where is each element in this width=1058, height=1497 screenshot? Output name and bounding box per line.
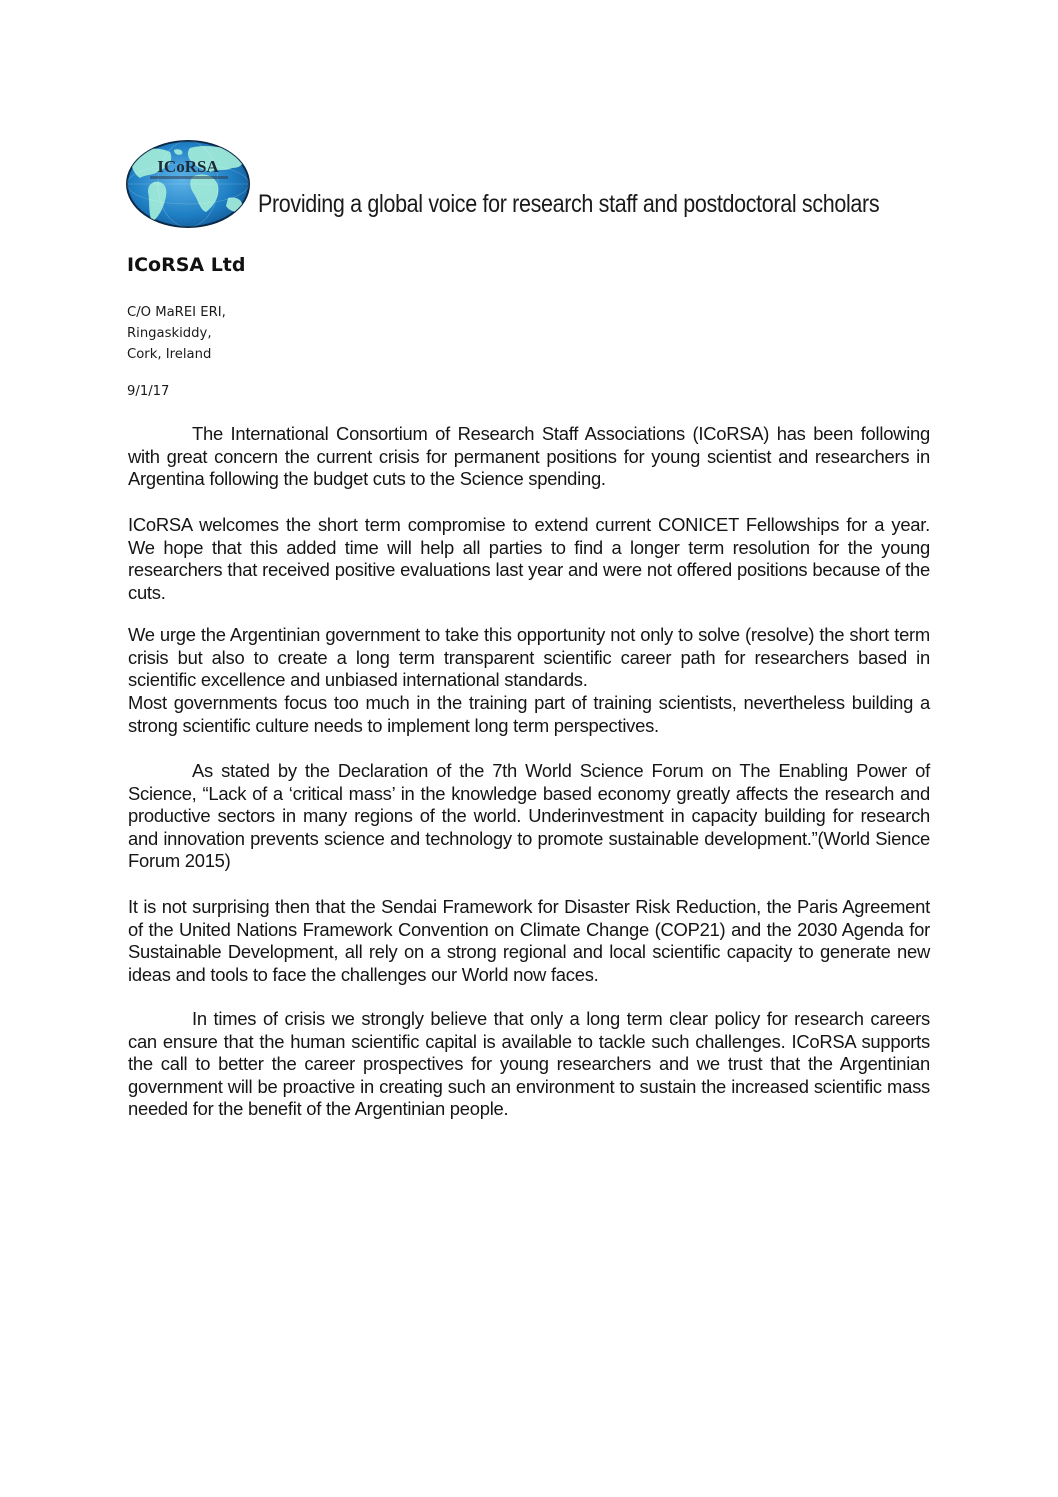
sender-address	[127, 302, 226, 365]
body-paragraph: It is not surprising then that the Sendai Framework for Disaster Risk Reduction, the Paris Agreement of the United Nations Framework Convention on Climate Change (COP21) and the 2030 Agenda for Sustainable Development, all rely on a strong regional and local scientific capacity to generate new ideas and tools to face the challenges our World now faces.	[128, 896, 930, 985]
address-line: C/O MaREI ERI,	[127, 305, 226, 320]
organization-name: ICoRSA Ltd	[127, 254, 246, 276]
letter-date: 9/1/17	[127, 384, 170, 399]
body-paragraph: In times of crisis we strongly believe that only a long term clear policy for research careers can ensure that the human scientific capital is available to tackle such challenges. ICoRSA supports the call to better the career prospectives for young researchers and we trust that the Argentinian government will be proactive in creating such an environment to sustain the increased scientific mass needed for the benefit of the Argentinian people.	[128, 1008, 930, 1120]
address-line: Cork, Ireland	[127, 347, 212, 362]
body-paragraph: As stated by the Declaration of the 7th World Science Forum on The Enabling Power of Science, “Lack of a ‘critical mass’ in the knowledge based economy greatly affects the research and productive sectors in many regions of the world. Underinvestment in capacity building for research and innovation prevents science and technology to promote sustainable development.”(World Sience Forum 2015)	[128, 760, 930, 872]
body-paragraph: Most governments focus too much in the training part of training scientists, nevertheless building a strong scientific culture needs to implement long term perspectives.	[128, 692, 930, 736]
globe-logo-icon	[124, 138, 252, 230]
body-paragraph: ICoRSA welcomes the short term compromise to extend current CONICET Fellowships for a year. We hope that this added time will help all parties to find a longer term resolution for the young researchers that received positive evaluations last year and were not offered positions because of the cuts.	[128, 514, 930, 603]
svg-text:ICoRSA: ICoRSA	[157, 157, 219, 176]
tagline: Providing a global voice for research staff and postdoctoral scholars	[258, 190, 880, 218]
body-paragraph: The International Consortium of Research Staff Associations (ICoRSA) has been following with great concern the current crisis for permanent positions for young scientist and researchers in Argentina following the budget cuts to the Science spending.	[128, 423, 930, 490]
body-paragraph: We urge the Argentinian government to take this opportunity not only to solve (resolve) the short term crisis but also to create a long term transparent scientific career path for researchers based in scientific excellence and unbiased international standards.	[128, 624, 930, 691]
address-line: Ringaskiddy,	[127, 326, 212, 341]
letterhead	[124, 138, 924, 234]
